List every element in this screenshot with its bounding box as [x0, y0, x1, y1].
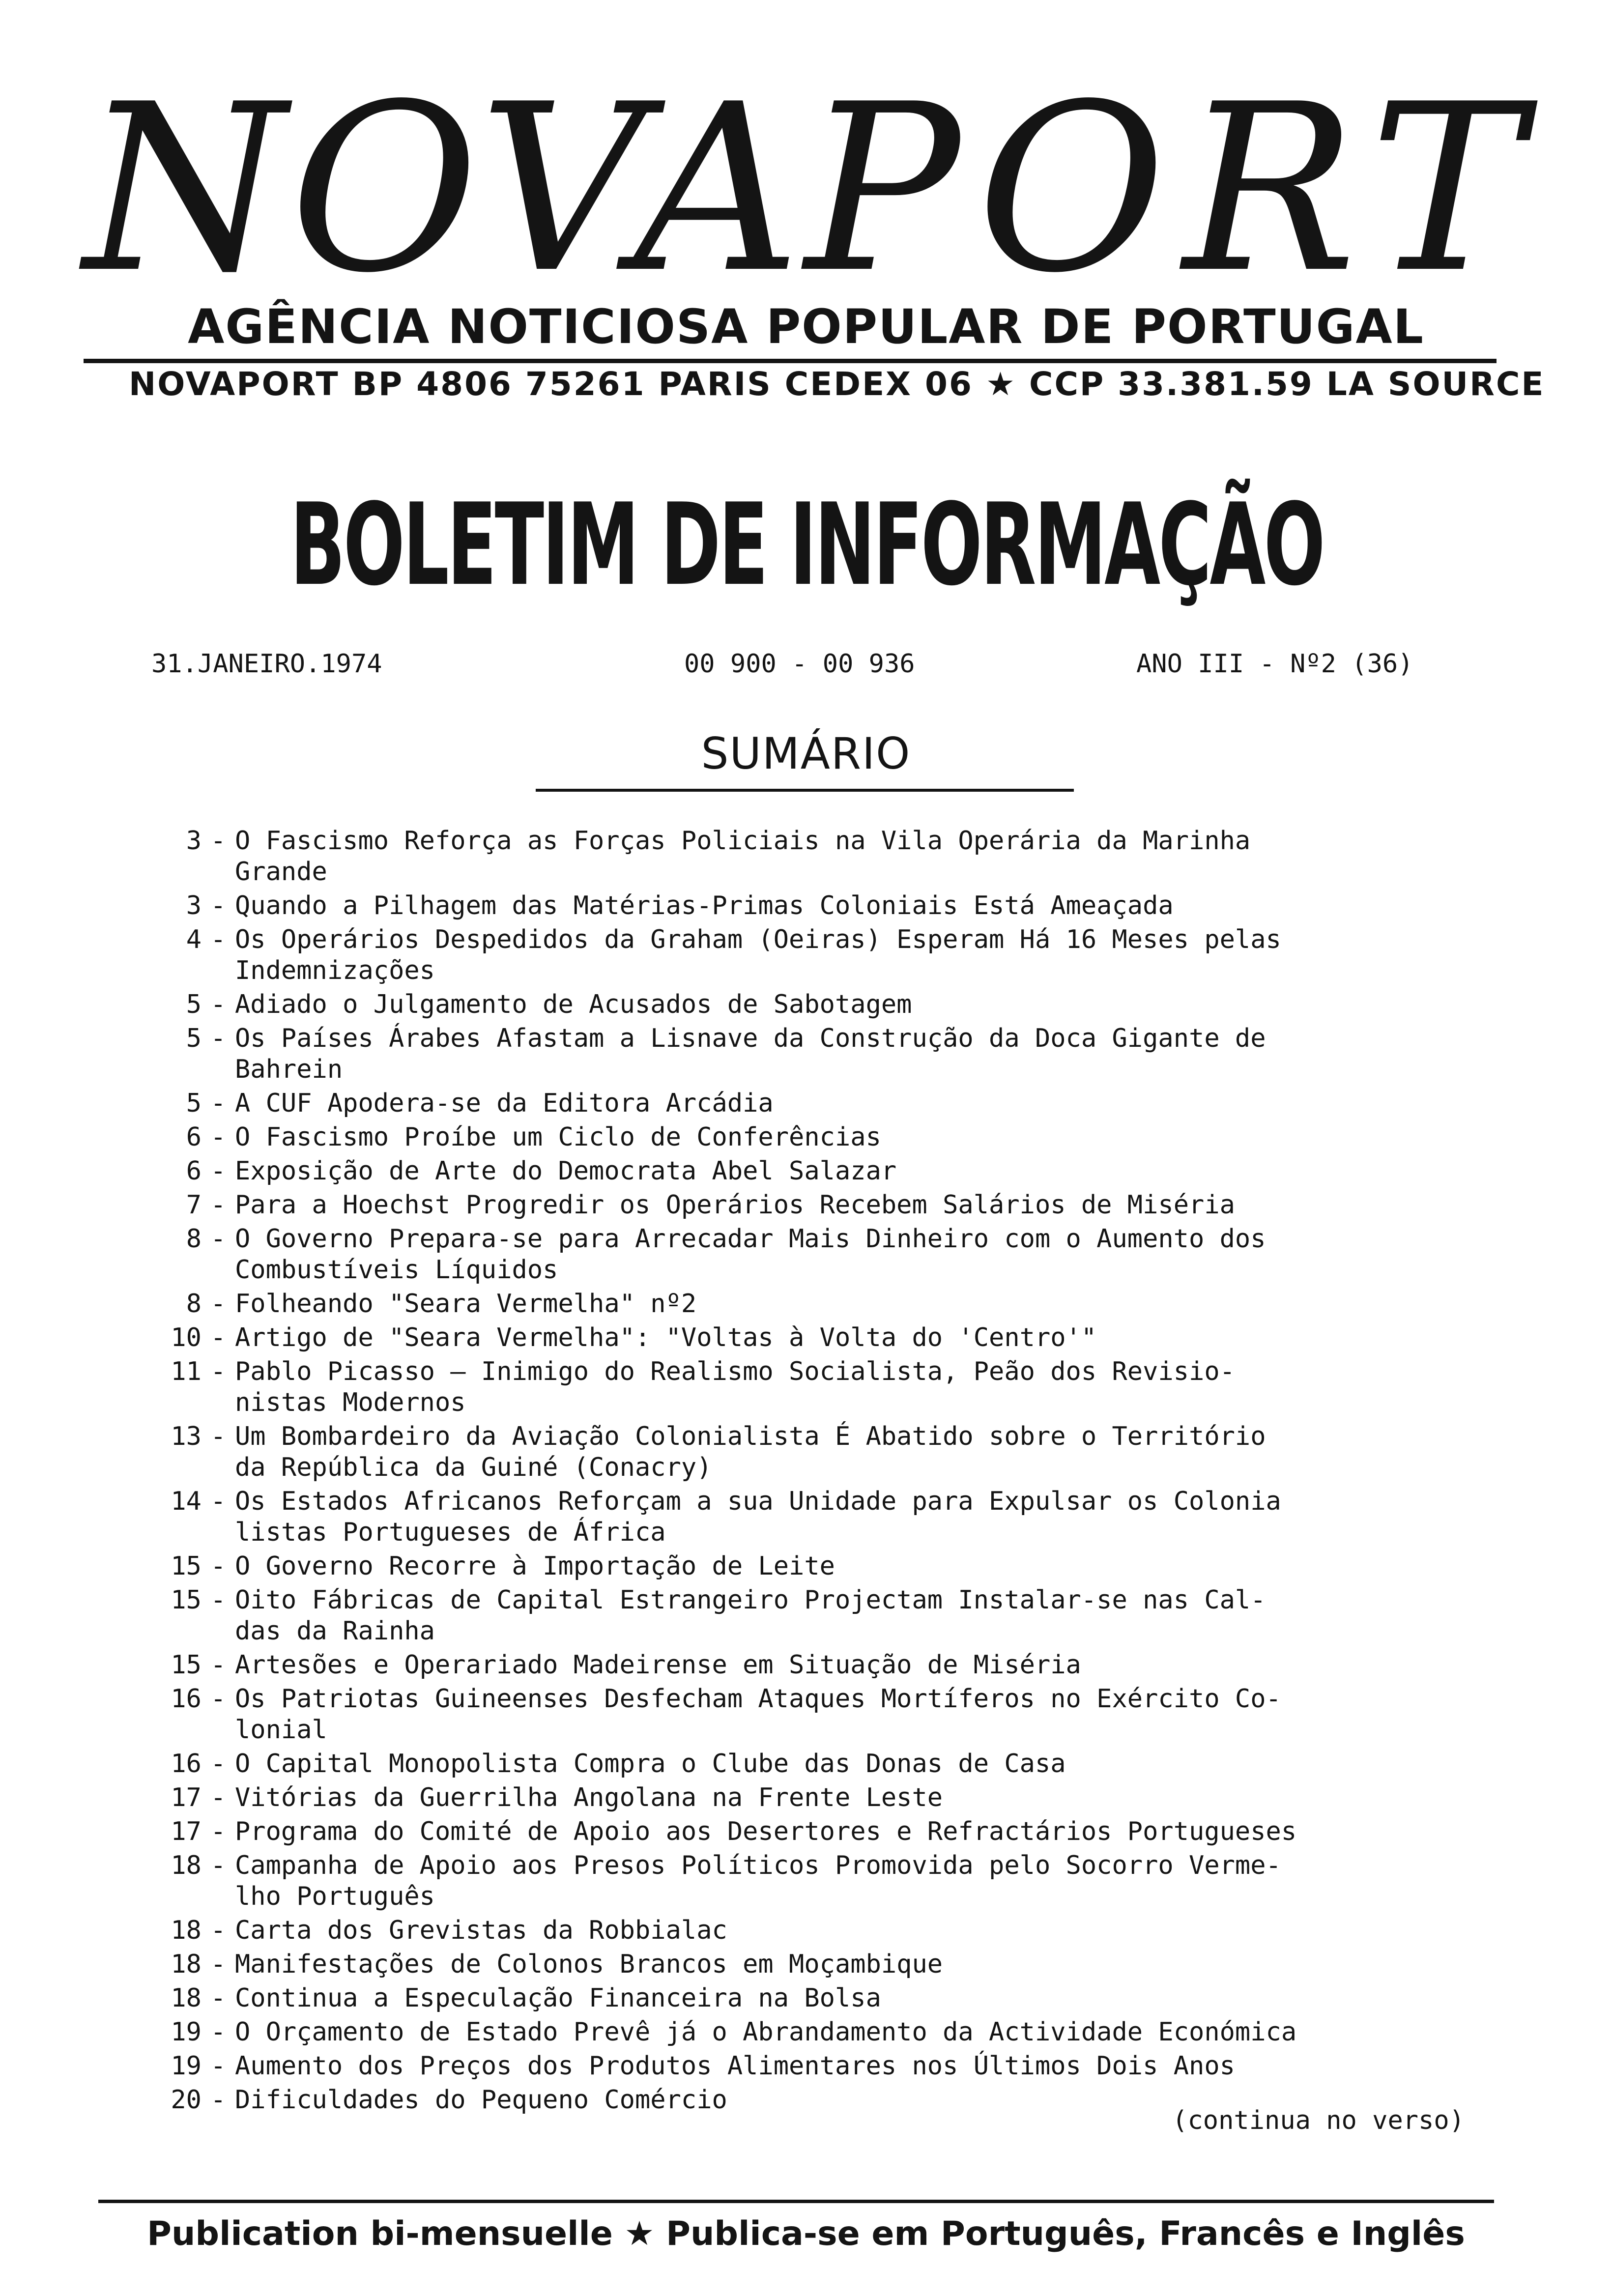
toc-dash: - — [210, 2017, 226, 2047]
toc-title: Pablo Picasso — Inimigo do Realismo Socialista, Peão dos Revisio- nistas Modernos — [235, 1357, 1235, 1417]
toc-title: Os Estados Africanos Reforçam a sua Unidade para Expulsar os Colonia listas Portugueses de África — [235, 1487, 1281, 1547]
toc-page-number: 8 — [186, 1224, 202, 1254]
toc-page-number: 5 — [186, 1089, 202, 1118]
toc-title: Artesões e Operariado Madeirense em Situação de Miséria — [235, 1650, 1081, 1680]
list-item — [143, 1023, 1484, 1085]
toc-dash: - — [210, 1487, 226, 1516]
toc-page-number: 13 — [171, 1422, 202, 1451]
toc-dash: - — [210, 1585, 226, 1615]
list-item — [143, 1486, 1484, 1548]
toc-dash: - — [210, 2085, 226, 2115]
toc-title: Para a Hoechst Progredir os Operários Recebem Salários de Miséria — [235, 1190, 1235, 1220]
toc-dash: - — [210, 1551, 226, 1581]
toc-dash: - — [210, 1783, 226, 1812]
bulletin-title: BOLETIM DE INFORMAÇÃO — [290, 480, 1324, 611]
toc-page-number: 15 — [171, 1650, 202, 1680]
list-item — [143, 1088, 1484, 1119]
list-item — [143, 890, 1484, 921]
toc-page-number: 19 — [171, 2051, 202, 2081]
toc-title: Oito Fábricas de Capital Estrangeiro Projectam Instalar-se nas Cal- das da Rainha — [235, 1585, 1266, 1646]
list-item — [143, 1190, 1484, 1221]
toc-page-number: 5 — [186, 990, 202, 1019]
toc-page-number: 14 — [171, 1487, 202, 1516]
toc-dash: - — [210, 1422, 226, 1451]
toc-dash: - — [210, 891, 226, 920]
toc-title: Quando a Pilhagem das Matérias-Primas Coloniais Está Ameaçada — [235, 891, 1174, 920]
list-item — [143, 1551, 1484, 1582]
toc-dash: - — [210, 1851, 226, 1880]
list-item — [143, 1122, 1484, 1153]
masthead-title — [84, 55, 1540, 323]
toc-dash: - — [210, 1916, 226, 1945]
list-item — [143, 1224, 1484, 1286]
toc-dash: - — [210, 1983, 226, 2013]
toc-page-number: 18 — [171, 1950, 202, 1979]
agency-name: AGÊNCIA NOTICIOSA POPULAR DE PORTUGAL — [188, 299, 1424, 354]
toc-title: Carta dos Grevistas da Robbialac — [235, 1916, 727, 1945]
toc-title: O Governo Prepara-se para Arrecadar Mais Dinheiro com o Aumento dos Combustíveis Líquidos — [235, 1224, 1266, 1285]
list-item — [143, 1915, 1484, 1946]
toc-dash: - — [210, 1684, 226, 1714]
toc-title: O Governo Recorre à Importação de Leite — [235, 1551, 835, 1581]
toc-page-number: 6 — [186, 1122, 202, 1152]
toc-dash: - — [210, 826, 226, 856]
toc-page-number: 4 — [186, 925, 202, 954]
toc-dash: - — [210, 1289, 226, 1319]
summary-rule — [536, 789, 1074, 792]
list-item — [143, 1949, 1484, 1980]
list-item — [143, 989, 1484, 1020]
toc-dash: - — [210, 2051, 226, 2081]
list-item — [143, 2017, 1484, 2048]
toc-title: O Capital Monopolista Compra o Clube das Donas de Casa — [235, 1749, 1066, 1779]
toc-title: Aumento dos Preços dos Produtos Alimentares nos Últimos Dois Anos — [235, 2051, 1235, 2081]
list-item — [143, 826, 1484, 888]
toc-dash: - — [210, 925, 226, 954]
list-item — [143, 1650, 1484, 1681]
masthead-title-tail: PORT — [805, 55, 1540, 323]
toc-page-number: 18 — [171, 1916, 202, 1945]
toc-page-number: 6 — [186, 1156, 202, 1186]
toc-title: Um Bombardeiro da Aviação Colonialista É Abatido sobre o Território da República da Guiné (Conacry) — [235, 1422, 1266, 1482]
toc-title: Programa do Comité de Apoio aos Desertores e Refractários Portugueses — [235, 1817, 1297, 1846]
toc-page-number: 3 — [186, 826, 202, 856]
toc-page-number: 17 — [171, 1817, 202, 1846]
footer-rule — [98, 2200, 1494, 2203]
toc-title: Artigo de "Seara Vermelha": "Voltas à Volta do 'Centro'" — [235, 1323, 1097, 1352]
toc-title: Campanha de Apoio aos Presos Políticos Promovida pelo Socorro Verme- lho Português — [235, 1851, 1281, 1911]
continued-note: (continua no verso) — [1172, 2106, 1465, 2135]
toc-page-number: 20 — [171, 2085, 202, 2115]
toc-title: Folheando "Seara Vermelha" nº2 — [235, 1289, 697, 1319]
list-item — [143, 1585, 1484, 1647]
toc-title: Continua a Especulação Financeira na Bolsa — [235, 1983, 881, 2013]
issue-date: 31.JANEIRO.1974 — [151, 649, 382, 679]
toc-dash: - — [210, 990, 226, 1019]
list-item — [143, 1421, 1484, 1483]
toc-dash: - — [210, 1323, 226, 1352]
list-item — [143, 1156, 1484, 1187]
toc-dash: - — [210, 1024, 226, 1053]
agency-address: NOVAPORT BP 4806 75261 PARIS CEDEX 06 ★ CCP 33.381.59 LA SOURCE — [129, 365, 1545, 403]
issue-codes: 00 900 - 00 936 — [684, 649, 915, 679]
masthead-title-head: NOVA — [84, 55, 805, 323]
toc-page-number: 10 — [171, 1323, 202, 1352]
toc-page-number: 5 — [186, 1024, 202, 1053]
toc-title: Os Patriotas Guineenses Desfecham Ataques Mortíferos no Exército Co- lonial — [235, 1684, 1281, 1745]
toc-title: O Fascismo Reforça as Forças Policiais na Vila Operária da Marinha Grande — [235, 826, 1251, 887]
toc-page-number: 17 — [171, 1783, 202, 1812]
list-item — [143, 1983, 1484, 2014]
toc-dash: - — [210, 1650, 226, 1680]
toc-page-number: 3 — [186, 891, 202, 920]
list-item — [143, 1749, 1484, 1779]
toc-page-number: 18 — [171, 1983, 202, 2013]
list-item — [143, 1850, 1484, 1912]
list-item — [143, 1322, 1484, 1353]
toc-title: Exposição de Arte do Democrata Abel Salazar — [235, 1156, 897, 1186]
list-item — [143, 1816, 1484, 1847]
toc-page-number: 15 — [171, 1551, 202, 1581]
toc-page-number: 15 — [171, 1585, 202, 1615]
toc-dash: - — [210, 1156, 226, 1186]
list-item — [143, 1289, 1484, 1320]
toc-page-number: 16 — [171, 1684, 202, 1714]
toc-title: Os Países Árabes Afastam a Lisnave da Construção da Doca Gigante de Bahrein — [235, 1024, 1266, 1084]
list-item — [143, 1356, 1484, 1418]
toc-page-number: 11 — [171, 1357, 202, 1386]
toc-dash: - — [210, 1749, 226, 1779]
table-of-contents — [143, 826, 1484, 2119]
list-item — [143, 924, 1484, 986]
list-item — [143, 2051, 1484, 2082]
toc-dash: - — [210, 1224, 226, 1254]
toc-title: O Fascismo Proíbe um Ciclo de Conferências — [235, 1122, 881, 1152]
toc-dash: - — [210, 1357, 226, 1386]
toc-title: O Orçamento de Estado Prevê já o Abrandamento da Actividade Económica — [235, 2017, 1297, 2047]
toc-page-number: 19 — [171, 2017, 202, 2047]
toc-page-number: 18 — [171, 1851, 202, 1880]
toc-page-number: 7 — [186, 1190, 202, 1220]
toc-title: Manifestações de Colonos Brancos em Moçambique — [235, 1950, 943, 1979]
issue-number: ANO III - Nº2 (36) — [1136, 649, 1413, 679]
toc-title: A CUF Apodera-se da Editora Arcádia — [235, 1089, 774, 1118]
publication-note: Publication bi-mensuelle ★ Publica-se em Português, Francês e Inglês — [147, 2214, 1465, 2253]
toc-title: Os Operários Despedidos da Graham (Oeiras) Esperam Há 16 Meses pelas Indemnizações — [235, 925, 1281, 985]
toc-dash: - — [210, 1122, 226, 1152]
summary-title: SUMÁRIO — [701, 728, 911, 779]
masthead-rule — [84, 359, 1497, 363]
toc-title: Adiado o Julgamento de Acusados de Sabotagem — [235, 990, 912, 1019]
toc-page-number: 8 — [186, 1289, 202, 1319]
toc-dash: - — [210, 1817, 226, 1846]
toc-title: Vitórias da Guerrilha Angolana na Frente Leste — [235, 1783, 943, 1812]
toc-dash: - — [210, 1190, 226, 1220]
toc-dash: - — [210, 1089, 226, 1118]
toc-page-number: 16 — [171, 1749, 202, 1779]
list-item — [143, 1782, 1484, 1813]
toc-dash: - — [210, 1950, 226, 1979]
list-item — [143, 1684, 1484, 1746]
toc-title: Dificuldades do Pequeno Comércio — [235, 2085, 727, 2115]
